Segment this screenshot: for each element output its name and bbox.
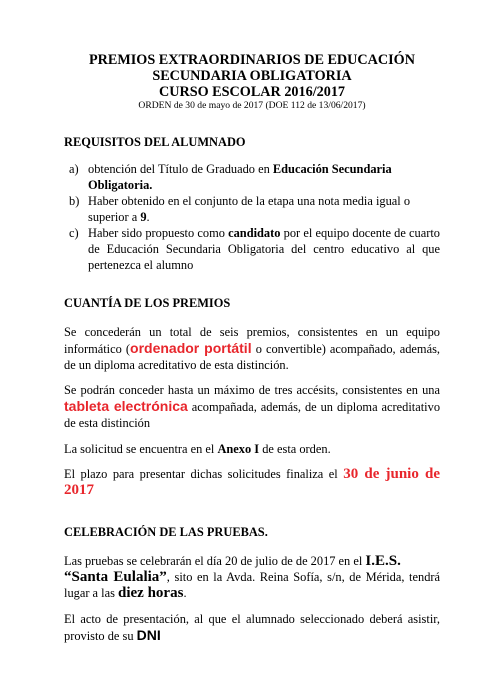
title-line-1: PREMIOS EXTRAORDINARIOS DE EDUCACIÓN <box>89 52 415 68</box>
order-reference: ORDEN de 30 de mayo de 2017 (DOE 112 de 13/06/2017) <box>138 100 366 111</box>
requirement-c <box>69 225 440 273</box>
paragraph-premios-pre: informático ( <box>64 342 131 356</box>
requirement-c-pre: Haber sido propuesto como <box>88 226 229 240</box>
highlight-ies: I.E.S. <box>365 553 401 569</box>
paragraph-solicitud-bold: Anexo I <box>217 442 260 456</box>
paragraph-premios <box>64 324 440 373</box>
paragraph-accesits-line-1: Se podrán conceder hasta un máximo de tres accésits, consistentes en una <box>64 383 440 397</box>
requirement-b-line-1: Haber obtenido en el conjunto de la etapa una nota media igual o <box>88 194 411 208</box>
requirement-a-bold-2: Obligatoria. <box>88 178 153 192</box>
requirement-b-pre: superior a <box>88 210 141 224</box>
requirement-a-text <box>88 161 440 193</box>
highlight-deadline-year: 2017 <box>64 482 94 498</box>
paragraph-solicitud <box>64 441 440 457</box>
heading-celebracion: CELEBRACIÓN DE LAS PRUEBAS. <box>64 525 268 539</box>
highlight-tableta-electronica: tableta electrónica <box>64 398 188 414</box>
highlight-ordenador-portatil: ordenador portátil <box>130 340 252 356</box>
paragraph-solicitud-pre: La solicitud se encuentra en el <box>64 442 218 456</box>
heading-cuantia: CUANTÍA DE LOS PREMIOS <box>64 296 231 310</box>
title-line-2: SECUNDARIA OBLIGATORIA <box>152 68 352 84</box>
paragraph-plazo <box>64 466 440 498</box>
requirement-c-post: por el equipo docente de cuarto de Educación Secundaria Obligatoria del centro educativo al que pertenezca el alumno <box>88 226 440 272</box>
requirements-list <box>64 161 440 273</box>
paragraph-plazo-pre: El plazo para presentar dichas solicitudes finaliza el <box>64 467 344 481</box>
paragraph-presentacion-pre: El acto de presentación, al que el alumnado seleccionado deberá asistir, provisto de su <box>64 612 440 643</box>
paragraph-premios-post: o convertible) acompañado, además, de un diploma acreditativo de esta distinción. <box>64 342 440 372</box>
paragraph-accesits-post: acompañada, además, de un diploma acreditativo de esta distinción <box>64 400 441 430</box>
paragraph-presentacion <box>64 611 440 644</box>
requirement-c-marker: c) <box>69 226 79 240</box>
paragraph-pruebas <box>64 553 440 601</box>
requirement-c-text <box>88 225 440 273</box>
requirement-b-post: . <box>146 210 150 224</box>
requirement-a <box>69 161 440 193</box>
highlight-deadline-date: 30 de junio de <box>343 466 440 482</box>
requirement-a-bold-1: Educación Secundaria <box>272 162 392 176</box>
requirement-b-bold: 9 <box>140 210 147 224</box>
paragraph-solicitud-post: de esta orden. <box>259 442 331 456</box>
requirement-c-bold: candidato <box>228 226 281 240</box>
paragraph-pruebas-post: . <box>183 586 187 600</box>
requirement-b <box>69 193 440 225</box>
highlight-dni: DNI <box>136 627 161 643</box>
paragraph-pruebas-pre: Las pruebas se celebrarán el día 20 de julio de de 2017 en el <box>64 554 366 568</box>
heading-requisitos: REQUISITOS DEL ALUMNADO <box>64 135 246 149</box>
requirement-b-marker: b) <box>69 194 80 208</box>
paragraph-plazo-line-1 <box>64 466 440 482</box>
requirement-a-pre: obtención del Título de Graduado en <box>88 162 273 176</box>
title-line-3: CURSO ESCOLAR 2016/2017 <box>158 84 346 100</box>
paragraph-pruebas-mid: , sito en la Avda. Reina Sofía, s/n, de Mérida, tendrá lugar a las <box>64 570 441 600</box>
highlight-santa-eulalia: “Santa Eulalia” <box>64 569 167 585</box>
requirement-b-text <box>88 193 440 225</box>
requirement-a-marker: a) <box>69 162 79 176</box>
paragraph-premios-line-1: Se concederán un total de seis premios, consistentes en un equipo <box>64 325 440 339</box>
highlight-diez-horas: diez horas <box>118 585 184 601</box>
paragraph-accesits <box>64 382 440 431</box>
